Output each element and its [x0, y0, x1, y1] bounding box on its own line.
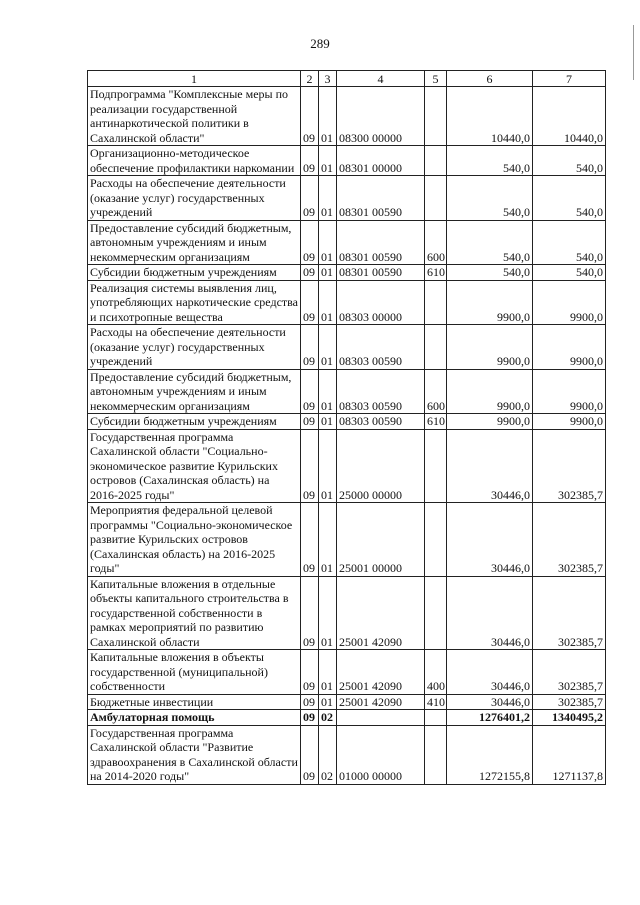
section-code-cell: 09 — [301, 87, 319, 146]
header-cell: 2 — [301, 71, 319, 87]
amount-col6-cell: 9900,0 — [447, 369, 533, 414]
table-row — [88, 146, 606, 176]
expense-type-cell — [425, 725, 447, 784]
amount-col7-cell: 302385,7 — [533, 503, 606, 577]
row-name-cell: Реализация системы выявления лиц, употребляющих наркотические средства и психотропные вещества — [88, 280, 301, 325]
amount-col6-cell: 30446,0 — [447, 576, 533, 650]
target-article-cell: 25001 42090 — [337, 694, 425, 710]
amount-col7-cell: 1271137,8 — [533, 725, 606, 784]
subsection-code-cell: 01 — [319, 220, 337, 265]
row-name-cell: Предоставление субсидий бюджетным, автономным учреждениям и иным некоммерческим организациям — [88, 220, 301, 265]
row-name-cell: Государственная программа Сахалинской области "Развитие здравоохранения в Сахалинской области на 2014-2020 годы" — [88, 725, 301, 784]
section-code-cell: 09 — [301, 429, 319, 503]
amount-col7-cell: 9900,0 — [533, 325, 606, 370]
section-code-cell: 09 — [301, 220, 319, 265]
amount-col7-cell: 540,0 — [533, 176, 606, 221]
expense-type-cell: 600 — [425, 220, 447, 265]
subsection-code-cell: 01 — [319, 280, 337, 325]
target-article-cell — [337, 710, 425, 726]
target-article-cell: 08303 00000 — [337, 280, 425, 325]
amount-col7-cell: 9900,0 — [533, 369, 606, 414]
table-row — [88, 87, 606, 146]
target-article-cell: 08303 00590 — [337, 325, 425, 370]
expense-type-cell — [425, 87, 447, 146]
section-code-cell: 09 — [301, 176, 319, 221]
amount-col7-cell: 540,0 — [533, 146, 606, 176]
subsection-code-cell: 01 — [319, 503, 337, 577]
subsection-code-cell: 01 — [319, 87, 337, 146]
expense-type-cell: 600 — [425, 369, 447, 414]
section-code-cell: 09 — [301, 694, 319, 710]
expense-type-cell — [425, 280, 447, 325]
amount-col6-cell: 540,0 — [447, 220, 533, 265]
expense-type-cell — [425, 429, 447, 503]
amount-col7-cell: 9900,0 — [533, 414, 606, 430]
amount-col6-cell: 30446,0 — [447, 694, 533, 710]
table-row — [88, 429, 606, 503]
target-article-cell: 08301 00590 — [337, 220, 425, 265]
target-article-cell: 25001 00000 — [337, 503, 425, 577]
table-row — [88, 280, 606, 325]
amount-col6-cell: 1272155,8 — [447, 725, 533, 784]
amount-col6-cell: 30446,0 — [447, 650, 533, 695]
budget-table — [87, 70, 606, 785]
table-row — [88, 369, 606, 414]
table-row — [88, 694, 606, 710]
target-article-cell: 01000 00000 — [337, 725, 425, 784]
page-number: 289 — [310, 36, 330, 51]
row-name-cell: Бюджетные инвестиции — [88, 694, 301, 710]
row-name-cell: Капитальные вложения в объекты государственной (муниципальной) собственности — [88, 650, 301, 695]
target-article-cell: 08301 00590 — [337, 265, 425, 281]
row-name-cell: Подпрограмма "Комплексные меры по реализации государственной антинаркотической политики в Сахалинской области" — [88, 87, 301, 146]
section-code-cell: 09 — [301, 414, 319, 430]
table-row — [88, 220, 606, 265]
section-code-cell: 09 — [301, 710, 319, 726]
section-code-cell: 09 — [301, 280, 319, 325]
amount-col7-cell: 1340495,2 — [533, 710, 606, 726]
section-code-cell: 09 — [301, 325, 319, 370]
subsection-code-cell: 01 — [319, 576, 337, 650]
subsection-code-cell: 01 — [319, 414, 337, 430]
amount-col6-cell: 540,0 — [447, 265, 533, 281]
subsection-code-cell: 01 — [319, 265, 337, 281]
table-row — [88, 414, 606, 430]
subsection-code-cell: 02 — [319, 710, 337, 726]
header-cell: 6 — [447, 71, 533, 87]
amount-col7-cell: 302385,7 — [533, 429, 606, 503]
expense-type-cell: 610 — [425, 414, 447, 430]
expense-type-cell: 410 — [425, 694, 447, 710]
header-cell: 3 — [319, 71, 337, 87]
row-name-cell: Субсидии бюджетным учреждениям — [88, 414, 301, 430]
header-row — [88, 71, 606, 87]
subsection-code-cell: 01 — [319, 694, 337, 710]
header-cell: 4 — [337, 71, 425, 87]
section-code-cell: 09 — [301, 265, 319, 281]
amount-col6-cell: 10440,0 — [447, 87, 533, 146]
amount-col7-cell: 9900,0 — [533, 280, 606, 325]
row-name-cell: Государственная программа Сахалинской области "Социально-экономическое развитие Курильских островов (Сахалинская область) на 2016-2025 годы" — [88, 429, 301, 503]
expense-type-cell: 400 — [425, 650, 447, 695]
table-row — [88, 725, 606, 784]
subsection-code-cell: 01 — [319, 369, 337, 414]
expense-type-cell — [425, 503, 447, 577]
table-row — [88, 325, 606, 370]
amount-col6-cell: 30446,0 — [447, 503, 533, 577]
target-article-cell: 08303 00590 — [337, 414, 425, 430]
target-article-cell: 08300 00000 — [337, 87, 425, 146]
amount-col6-cell: 540,0 — [447, 146, 533, 176]
row-name-cell: Амбулаторная помощь — [88, 710, 301, 726]
subsection-code-cell: 01 — [319, 429, 337, 503]
amount-col7-cell: 10440,0 — [533, 87, 606, 146]
amount-col6-cell: 9900,0 — [447, 280, 533, 325]
header-cell: 1 — [88, 71, 301, 87]
row-name-cell: Предоставление субсидий бюджетным, автономным учреждениям и иным некоммерческим организациям — [88, 369, 301, 414]
expense-type-cell — [425, 146, 447, 176]
table-row — [88, 710, 606, 726]
amount-col6-cell: 9900,0 — [447, 325, 533, 370]
target-article-cell: 25001 42090 — [337, 576, 425, 650]
target-article-cell: 08301 00000 — [337, 146, 425, 176]
table-row — [88, 176, 606, 221]
expense-type-cell — [425, 176, 447, 221]
amount-col7-cell: 302385,7 — [533, 650, 606, 695]
target-article-cell: 25001 42090 — [337, 650, 425, 695]
subsection-code-cell: 01 — [319, 650, 337, 695]
subsection-code-cell: 01 — [319, 325, 337, 370]
amount-col7-cell: 540,0 — [533, 265, 606, 281]
row-name-cell: Расходы на обеспечение деятельности (оказание услуг) государственных учреждений — [88, 325, 301, 370]
header-cell: 7 — [533, 71, 606, 87]
expense-type-cell — [425, 325, 447, 370]
table-row — [88, 650, 606, 695]
section-code-cell: 09 — [301, 650, 319, 695]
expense-type-cell — [425, 576, 447, 650]
target-article-cell: 25000 00000 — [337, 429, 425, 503]
row-name-cell: Мероприятия федеральной целевой программы "Социально-экономическое развитие Курильских островов (Сахалинская область) на 2016-2025 годы" — [88, 503, 301, 577]
subsection-code-cell: 01 — [319, 146, 337, 176]
expense-type-cell: 610 — [425, 265, 447, 281]
target-article-cell: 08303 00590 — [337, 369, 425, 414]
subsection-code-cell: 02 — [319, 725, 337, 784]
table-row — [88, 503, 606, 577]
row-name-cell: Организационно-методическое обеспечение профилактики наркомании — [88, 146, 301, 176]
amount-col6-cell: 9900,0 — [447, 414, 533, 430]
subsection-code-cell: 01 — [319, 176, 337, 221]
target-article-cell: 08301 00590 — [337, 176, 425, 221]
section-code-cell: 09 — [301, 503, 319, 577]
row-name-cell: Капитальные вложения в отдельные объекты капитального строительства в государственной собственности в рамках мероприятий по развитию Сахалинской области — [88, 576, 301, 650]
section-code-cell: 09 — [301, 146, 319, 176]
row-name-cell: Расходы на обеспечение деятельности (оказание услуг) государственных учреждений — [88, 176, 301, 221]
table-row — [88, 265, 606, 281]
section-code-cell: 09 — [301, 369, 319, 414]
row-name-cell: Субсидии бюджетным учреждениям — [88, 265, 301, 281]
header-cell: 5 — [425, 71, 447, 87]
amount-col7-cell: 302385,7 — [533, 576, 606, 650]
amount-col6-cell: 1276401,2 — [447, 710, 533, 726]
table-row — [88, 576, 606, 650]
section-code-cell: 09 — [301, 725, 319, 784]
table-body — [88, 87, 606, 785]
amount-col6-cell: 30446,0 — [447, 429, 533, 503]
section-code-cell: 09 — [301, 576, 319, 650]
expense-type-cell — [425, 710, 447, 726]
amount-col6-cell: 540,0 — [447, 176, 533, 221]
amount-col7-cell: 302385,7 — [533, 694, 606, 710]
scan-edge-line — [633, 25, 634, 80]
amount-col7-cell: 540,0 — [533, 220, 606, 265]
